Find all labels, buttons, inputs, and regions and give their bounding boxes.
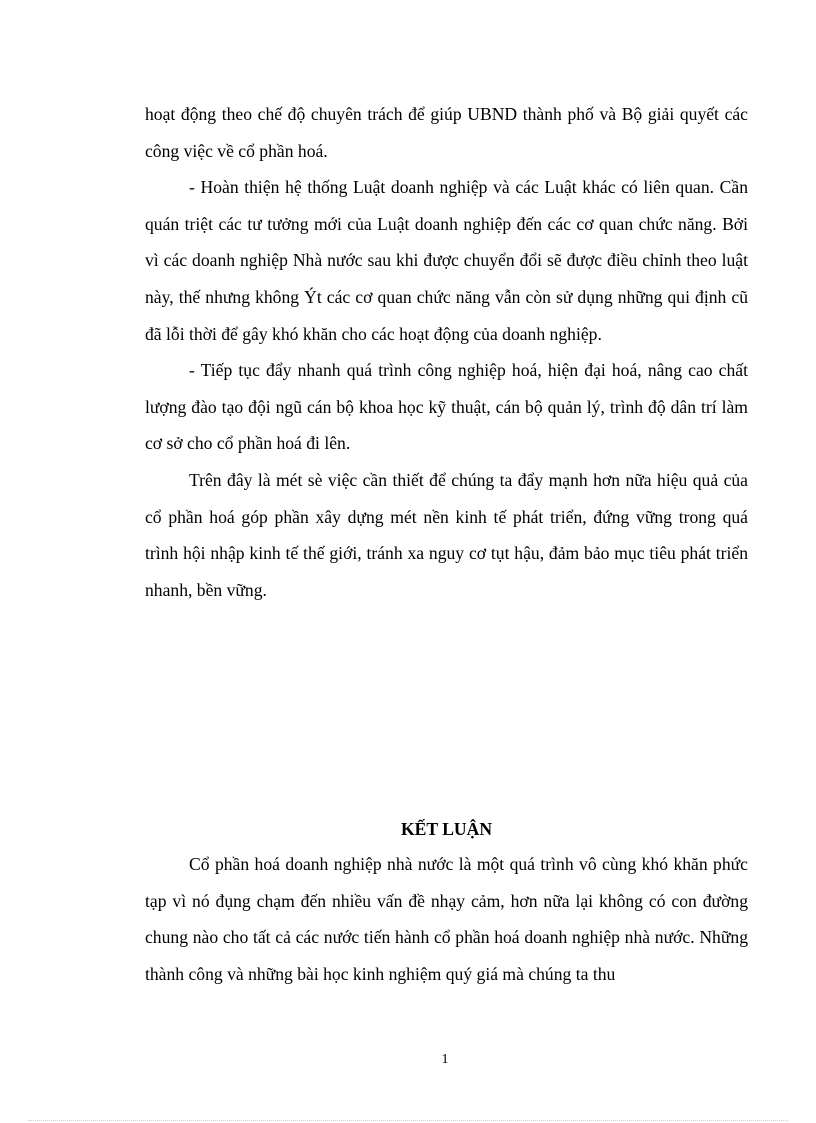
body-text — [145, 96, 748, 608]
conclusion-heading: KẾT LUẬN — [400, 819, 493, 839]
footer-divider — [28, 1120, 788, 1121]
paragraph-continuation: hoạt động theo chế độ chuyên trách để giúp UBND thành phố và Bộ giải quyết các công việc về cổ phần hoá. — [145, 104, 748, 161]
conclusion-paragraph: Cổ phần hoá doanh nghiệp nhà nước là một quá trình vô cùng khó khăn phức tạp vì nó đụng chạm đến nhiều vấn đề nhạy cảm, hơn nữa lại không có con đường chung nào cho tất cả các nước tiến hành cổ phần hoá doanh nghiệp nhà nước. Những thành công và những bài học kinh nghiệm quý giá mà chúng ta thu — [145, 854, 748, 984]
paragraph-summary: Trên đây là mét sè việc cần thiết để chúng ta đẩy mạnh hơn nữa hiệu quả của cổ phần hoá góp phần xây dựng mét nền kinh tế phát triển, đứng vững trong quá trình hội nhập kinh tế thế giới, tránh xa nguy cơ tụt hậu, đảm bảo mục tiêu phát triển nhanh, bền vững. — [145, 469, 748, 600]
paragraph-law-improvement: - Hoàn thiện hệ thống Luật doanh nghiệp và các Luật khác có liên quan. Cần quán triệt các tư tưởng mới của Luật doanh nghiệp đến các cơ quan chức năng. Bởi vì các doanh nghiệp Nhà nước sau khi được chuyển đổi sẽ được điều chỉnh theo luật này, thế nhưng không Ýt các cơ quan chức năng vẫn còn sử dụng những qui định cũ đã lỗi thời để gây khó khăn cho các hoạt động của doanh nghiệp. — [145, 177, 748, 344]
paragraph-industrialization: - Tiếp tục đẩy nhanh quá trình công nghiệp hoá, hiện đại hoá, nâng cao chất lượng đào tạo đội ngũ cán bộ khoa học kỹ thuật, cán bộ quản lý, trình độ dân trí làm cơ sở cho cổ phần hoá đi lên. — [145, 360, 748, 454]
page-number: 1 — [441, 1052, 449, 1067]
conclusion-section — [145, 812, 748, 992]
